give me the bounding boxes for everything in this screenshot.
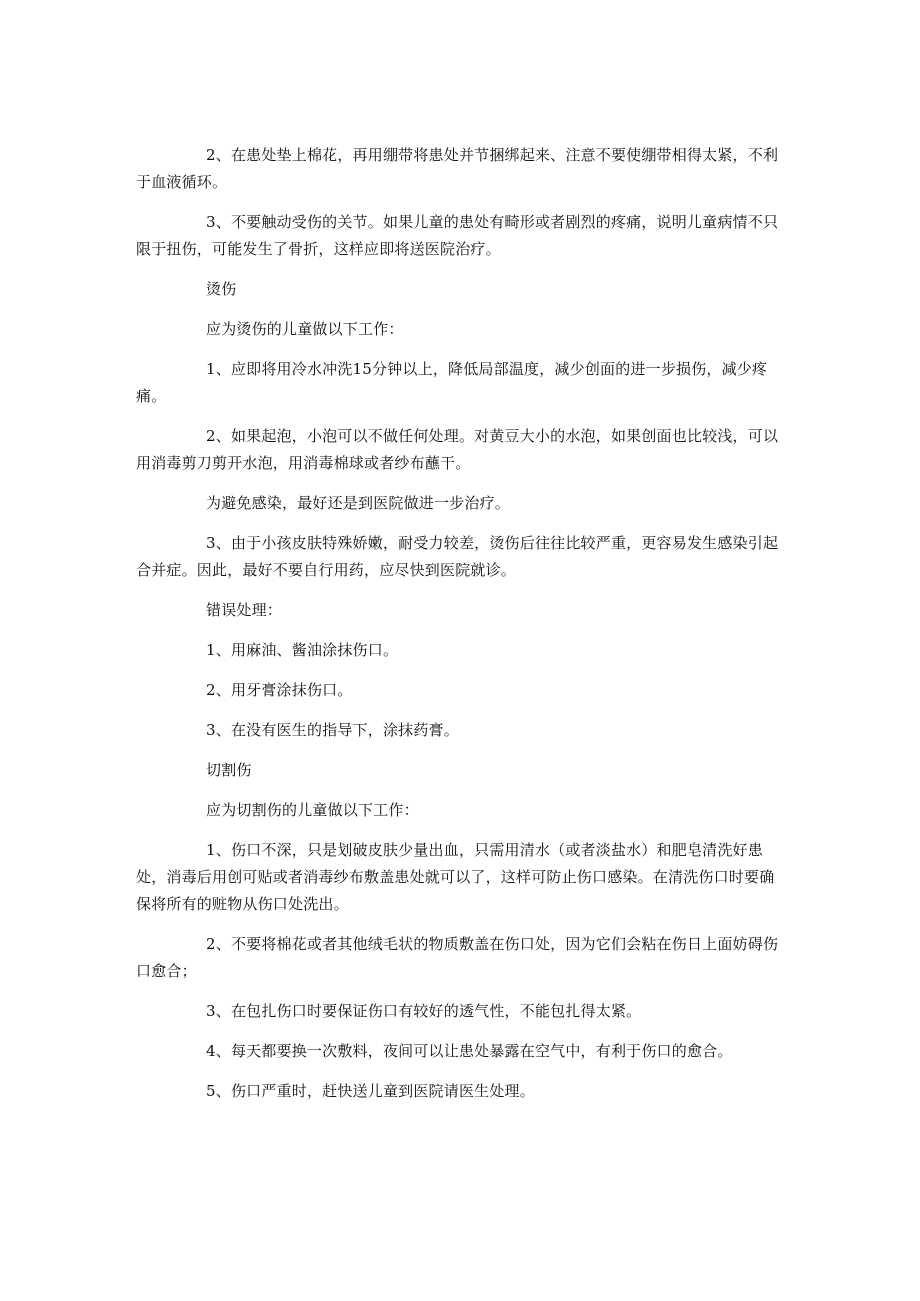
paragraph-cut-intro: 应为切割伤的儿童做以下工作： bbox=[206, 801, 419, 819]
subheading-wrong-treatment: 错误处理： bbox=[206, 601, 283, 619]
paragraph-sprain-step-2: 2、在患处垫上棉花，再用绷带将患处并节捆绑起来、注意不要使绷带相得太紧，不利于血液循环。 bbox=[136, 146, 779, 191]
paragraph-burn-infection-note: 为避免感染，最好还是到医院做进一步治疗。 bbox=[206, 494, 511, 512]
paragraph-sprain-step-3: 3、不要触动受伤的关节。如果儿童的患处有畸形或者剧烈的疼痛，说明儿童病情不只限于扭伤，可能发生了骨折，这样应即将送医院治疗。 bbox=[136, 213, 779, 258]
section-heading-cut: 切割伤 bbox=[206, 761, 252, 779]
paragraph-cut-step-2: 2、不要将棉花或者其他绒毛状的物质敷盖在伤口处，因为它们会粘在伤日上面妨碍伤口愈合； bbox=[136, 935, 779, 980]
paragraph-burn-step-1: 1、应即将用冷水冲洗15分钟以上，降低局部温度，减少创面的进一步损伤，减少疼痛。 bbox=[136, 360, 768, 405]
document-body bbox=[136, 142, 784, 1118]
section-heading-burn: 烫伤 bbox=[206, 280, 237, 298]
paragraph-cut-step-4: 4、每天都要换一次敷料，夜间可以让患处暴露在空气中，有利于伤口的愈合。 bbox=[206, 1042, 733, 1060]
paragraph-burn-intro: 应为烫伤的儿童做以下工作： bbox=[206, 320, 404, 338]
paragraph-burn-step-3: 3、由于小孩皮肤特殊娇嫩，耐受力较差，烫伤后往往比较严重，更容易发生感染引起合并症。因此，最好不要自行用药，应尽快到医院就诊。 bbox=[136, 534, 779, 579]
paragraph-wrong-3: 3、在没有医生的指导下，涂抹药膏。 bbox=[206, 721, 459, 739]
paragraph-cut-step-1: 1、伤口不深，只是划破皮肤少量出血，只需用清水（或者淡盐水）和肥皂清洗好患处，消毒后用创可贴或者消毒纱布敷盖患处就可以了，这样可防止伤口感染。在清洗伤口时要确保将所有的赃物从伤口处洗出。 bbox=[136, 841, 775, 913]
paragraph-burn-step-2: 2、如果起泡，小泡可以不做任何处理。对黄豆大小的水泡，如果创面也比较浅，可以用消毒剪刀剪开水泡，用消毒棉球或者纱布蘸干。 bbox=[136, 427, 779, 472]
paragraph-wrong-2: 2、用牙膏涂抹伤口。 bbox=[206, 681, 353, 699]
paragraph-cut-step-5: 5、伤口严重时，赶快送儿童到医院请医生处理。 bbox=[206, 1082, 535, 1100]
paragraph-wrong-1: 1、用麻油、酱油涂抹伤口。 bbox=[206, 641, 399, 659]
paragraph-cut-step-3: 3、在包扎伤口时要保证伤口有较好的透气性，不能包扎得太紧。 bbox=[206, 1002, 642, 1020]
